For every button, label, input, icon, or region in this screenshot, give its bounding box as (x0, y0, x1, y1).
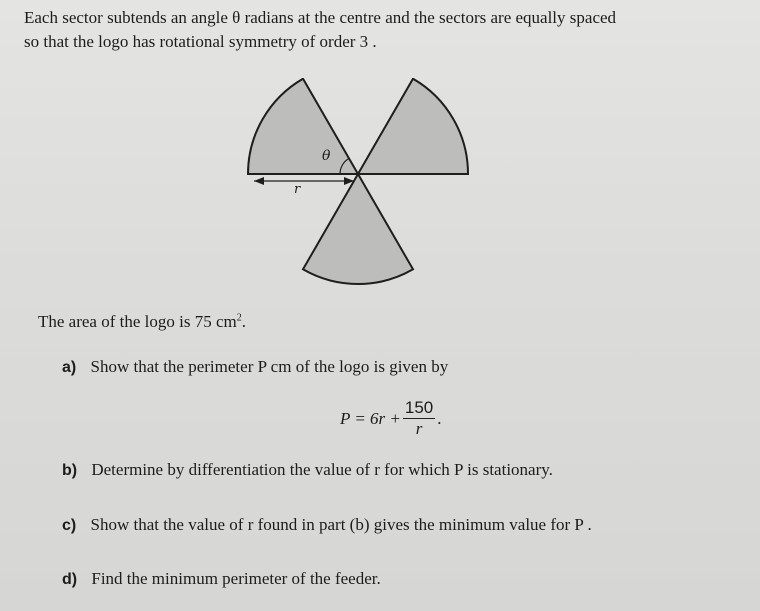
equation-denominator: r (415, 419, 423, 438)
equation-numerator: 150 (404, 398, 434, 417)
area-statement (38, 312, 246, 332)
question-b-text: Determine by differentiation the value of r for which P is stationary. (91, 460, 553, 479)
r-label: r (294, 182, 301, 197)
perimeter-equation (340, 398, 442, 439)
sector-bottom (303, 174, 413, 284)
intro-line-1: Each sector subtends an angle θ radians at the centre and the sectors are equally spaced (24, 8, 617, 27)
r-arrow-left-icon (254, 177, 264, 185)
intro-line-2: so that the logo has rotational symmetry of order 3 . (24, 32, 377, 51)
equation-lhs: P = 6r + (340, 408, 401, 428)
question-d (62, 569, 381, 589)
question-d-text: Find the minimum perimeter of the feeder. (91, 569, 381, 588)
question-c (62, 515, 592, 535)
question-c-label: c) (62, 517, 77, 534)
area-exponent: 2 (236, 312, 242, 324)
logo-diagram (238, 78, 498, 298)
equation-fraction (403, 398, 435, 439)
intro-paragraph (24, 6, 748, 54)
theta-label: θ (322, 148, 331, 164)
area-end: . (241, 312, 246, 331)
question-d-label: d) (62, 571, 78, 588)
question-a-text: Show that the perimeter P cm of the logo is given by (90, 357, 449, 376)
area-text: The area of the logo is 75 cm (38, 312, 237, 331)
sector-top-right (358, 79, 468, 174)
equation-end: . (437, 408, 442, 428)
question-c-text: Show that the value of r found in part (b) gives the minimum value for P . (90, 515, 592, 534)
question-a-label: a) (62, 359, 77, 376)
question-b-label: b) (62, 462, 78, 479)
question-a (62, 357, 448, 377)
question-b (62, 460, 553, 480)
sector-top-left (248, 79, 358, 174)
